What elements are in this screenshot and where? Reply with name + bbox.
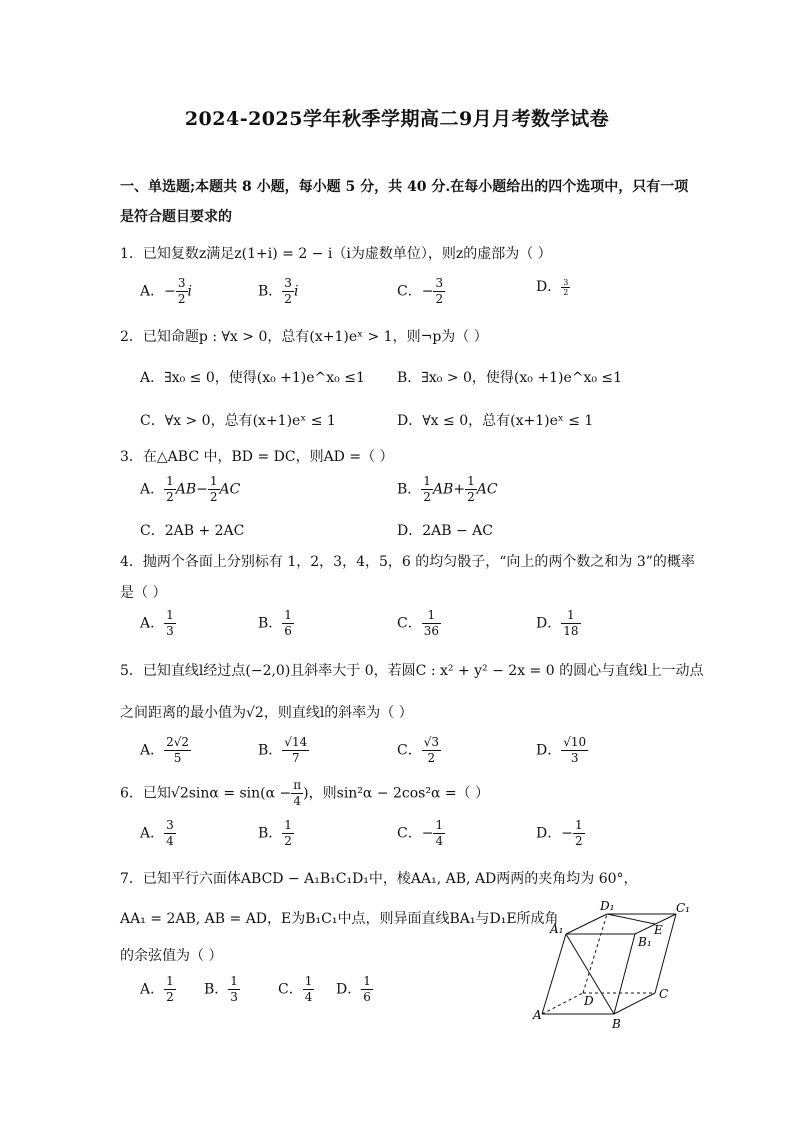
numerator: 3 [435, 276, 444, 290]
fraction [282, 276, 294, 307]
fraction [164, 735, 191, 766]
label-E: E [654, 923, 663, 937]
numerator: 3 [563, 277, 569, 287]
fraction [282, 608, 294, 639]
label-A1: A₁ [550, 922, 564, 936]
denominator: 4 [293, 794, 302, 808]
fraction [164, 474, 176, 505]
denominator: 2 [423, 490, 431, 504]
tail: i [293, 283, 299, 300]
numerator: 2√2 [166, 735, 190, 749]
numerator: 1 [166, 974, 174, 988]
section-heading-line1: 一、单选题;本题共 8 小题，每小题 5 分，共 40 分.在每小题给出的四个选项中，只有一项 [120, 179, 689, 195]
numerator: 1 [423, 474, 431, 488]
option-label: A． [140, 742, 165, 759]
option-label: A． [140, 981, 165, 998]
numerator: √10 [563, 735, 587, 749]
numerator: 1 [304, 974, 313, 988]
question-7-stem-line1: 7．已知平行六面体ABCD − A₁B₁C₁D₁中，棱AA₁, AB, AD两两的夹角均为 60°， [120, 871, 638, 887]
section-heading-line2: 是符合题目要求的 [120, 209, 232, 225]
question-1-stem: 1．已知复数z满足z(1+i) = 2 − i（i为虚数单位），则z的虚部为（ ） [120, 246, 552, 262]
option-label: B． [397, 481, 422, 498]
denominator: 3 [230, 990, 238, 1004]
denominator: 2 [467, 490, 475, 504]
numerator: 1 [467, 474, 475, 488]
fraction [421, 474, 433, 505]
sign: − [561, 825, 573, 842]
numerator: √3 [423, 735, 439, 749]
question-2-option-d: D．∀x ≤ 0，总有(x+1)eˣ ≤ 1 [397, 413, 594, 429]
denominator: 4 [166, 834, 174, 848]
stem-post: )，则sin²α − 2cos²α =（ ） [303, 785, 490, 802]
fraction [291, 778, 303, 809]
fraction [303, 974, 315, 1005]
sign: − [164, 283, 176, 300]
fraction [208, 474, 220, 505]
question-4-option-b [258, 608, 294, 639]
fraction [164, 608, 176, 639]
option-label: A． [140, 283, 165, 300]
denominator: 2 [166, 490, 174, 504]
question-1-option-b [258, 276, 298, 307]
fraction [422, 608, 441, 639]
edge-A1D1 [566, 914, 607, 934]
fraction [573, 818, 585, 849]
question-1-option-a [140, 276, 192, 307]
fraction [164, 818, 176, 849]
denominator: 3 [570, 751, 579, 765]
option-label: B． [258, 742, 283, 759]
question-1-option-c [397, 276, 445, 307]
option-label: D． [536, 279, 562, 295]
operator: − [196, 481, 208, 498]
question-5-option-d [536, 735, 588, 766]
denominator: 2 [574, 834, 583, 848]
page-title: 2024-2025学年秋季学期高二9月月考数学试卷 [184, 108, 610, 130]
edge-BB1 [614, 934, 635, 1014]
sign: − [421, 283, 434, 300]
question-5-stem-line2: 之间距离的最小值为√2，则直线l的斜率为（ ） [120, 705, 413, 721]
fraction [282, 735, 309, 766]
fraction [433, 276, 445, 307]
label-C1: C₁ [676, 901, 690, 915]
question-3-stem: 3．在△ABC 中，BD = DC，则AD =（ ） [120, 449, 394, 465]
question-6-option-b [258, 818, 294, 849]
numerator: 3 [166, 818, 174, 832]
numerator: 1 [284, 818, 292, 832]
question-2-option-a: A．∃x₀ ≤ 0，使得(x₀ +1)e^x₀ ≤1 [140, 370, 365, 386]
question-2-stem: 2．已知命题p : ∀x > 0，总有(x+1)eˣ > 1，则¬p为（ ） [120, 329, 488, 345]
sign: − [421, 825, 434, 842]
option-label: B． [258, 283, 283, 300]
question-5-option-c [397, 735, 441, 766]
denominator: 4 [435, 834, 444, 848]
option-label: D． [536, 742, 562, 759]
option-label: B． [258, 615, 283, 632]
question-2-option-b: B．∃x₀ > 0，使得(x₀ +1)e^x₀ ≤1 [397, 370, 623, 386]
question-7-stem-line3: 的余弦值为（ ） [120, 948, 223, 964]
option-label: C． [397, 742, 422, 759]
option-label: A． [140, 825, 165, 842]
question-7-option-a [140, 974, 176, 1005]
numerator: 3 [284, 276, 292, 290]
question-2-option-c: C．∀x > 0，总有(x+1)eˣ ≤ 1 [140, 413, 336, 429]
edge-BC [614, 993, 655, 1014]
denominator: 6 [363, 990, 371, 1004]
question-7-stem-line2: AA₁ = 2AB, AB = AD，E为B₁C₁中点，则异面直线BA₁与D₁E所成角 [120, 911, 559, 927]
label-A: A [533, 1008, 542, 1022]
denominator: 2 [427, 751, 436, 765]
question-3-option-c: C．2AB + 2AC [140, 523, 245, 539]
option-label: A． [140, 481, 165, 498]
fraction [561, 735, 588, 766]
question-1-option-d [536, 276, 570, 297]
question-4-option-d [536, 608, 581, 639]
option-label: B． [204, 981, 229, 998]
question-4-stem-line1: 4．抛两个各面上分别标有 1，2，3，4，5，6 的均匀骰子，“向上的两个数之和为 3”的概率 [120, 554, 695, 570]
option-label: D． [336, 981, 362, 998]
option-label: C． [278, 981, 303, 998]
fraction [282, 818, 294, 849]
segment-D1E [607, 914, 655, 924]
label-D: D [584, 994, 594, 1008]
denominator: 7 [291, 751, 300, 765]
fraction [561, 278, 570, 297]
option-label: A． [140, 615, 165, 632]
question-7-option-b [204, 974, 240, 1005]
numerator: 1 [435, 818, 444, 832]
denominator: 4 [304, 990, 313, 1004]
numerator: 1 [230, 974, 238, 988]
fraction [228, 974, 240, 1005]
option-label: C． [397, 825, 422, 842]
denominator: 3 [166, 624, 174, 638]
vector: AB [175, 481, 197, 498]
question-6-option-a [140, 818, 176, 849]
fraction [561, 608, 580, 639]
question-4-option-a [140, 608, 176, 639]
question-5-option-b [258, 735, 309, 766]
tail: i [187, 283, 192, 300]
question-6-option-c [397, 818, 445, 849]
operator: + [453, 481, 466, 498]
question-5-stem-line1: 5．已知直线l经过点(−2,0)且斜率大于 0，若圆C : x² + y² − 2x = 0 的圆心与直线l上一动点 [120, 663, 704, 679]
denominator: 2 [177, 292, 186, 306]
option-label: B． [258, 825, 283, 842]
denominator: 2 [209, 490, 218, 504]
numerator: 1 [209, 474, 218, 488]
denominator: 6 [284, 624, 292, 638]
edge-DD1 [583, 914, 607, 993]
denominator: 2 [563, 287, 569, 297]
numerator: 1 [574, 818, 583, 832]
question-7-option-c [278, 974, 314, 1005]
option-label: C． [397, 283, 422, 300]
option-label: D． [536, 825, 562, 842]
denominator: 2 [435, 292, 444, 306]
label-D1: D₁ [600, 899, 615, 913]
vector: AC [219, 481, 241, 498]
numerator: 3 [177, 276, 186, 290]
parallelepiped-figure [530, 898, 700, 1030]
numerator: 1 [284, 608, 292, 622]
label-B1: B₁ [638, 935, 652, 949]
fraction [361, 974, 373, 1005]
numerator: 1 [166, 608, 174, 622]
question-4-stem-line2: 是（ ） [120, 585, 167, 601]
question-4-option-c [397, 608, 441, 639]
fraction [176, 276, 188, 307]
question-5-option-a [140, 735, 191, 766]
numerator: 1 [422, 608, 441, 624]
edge-AA1 [542, 934, 566, 1014]
option-label: D． [536, 615, 562, 632]
numerator: π [293, 778, 302, 792]
denominator: 2 [284, 292, 292, 306]
vector: AB [432, 481, 454, 498]
question-6-option-d [536, 818, 585, 849]
question-3-option-d: D．2AB − AC [397, 523, 493, 539]
label-C: C [659, 987, 669, 1001]
numerator: 1 [363, 974, 371, 988]
fraction [422, 735, 441, 766]
fraction [164, 974, 176, 1005]
label-B: B [612, 1017, 621, 1030]
edge-AD [542, 993, 583, 1014]
denominator: 36 [423, 624, 439, 638]
fraction [433, 818, 445, 849]
numerator: 1 [166, 474, 174, 488]
stem-pre: 6．已知√2sinα = sin(α − [120, 785, 292, 802]
denominator: 18 [563, 624, 579, 638]
question-7-option-d [336, 974, 373, 1005]
denominator: 5 [173, 751, 182, 765]
question-3-option-b [397, 474, 498, 505]
option-label: C． [397, 615, 422, 632]
numerator: √14 [284, 735, 308, 749]
fraction [465, 474, 477, 505]
numerator: 1 [561, 608, 580, 624]
denominator: 2 [284, 834, 292, 848]
question-3-option-a [140, 474, 240, 505]
vector: AC [476, 481, 498, 498]
denominator: 2 [166, 990, 174, 1004]
question-6-stem [120, 778, 489, 809]
